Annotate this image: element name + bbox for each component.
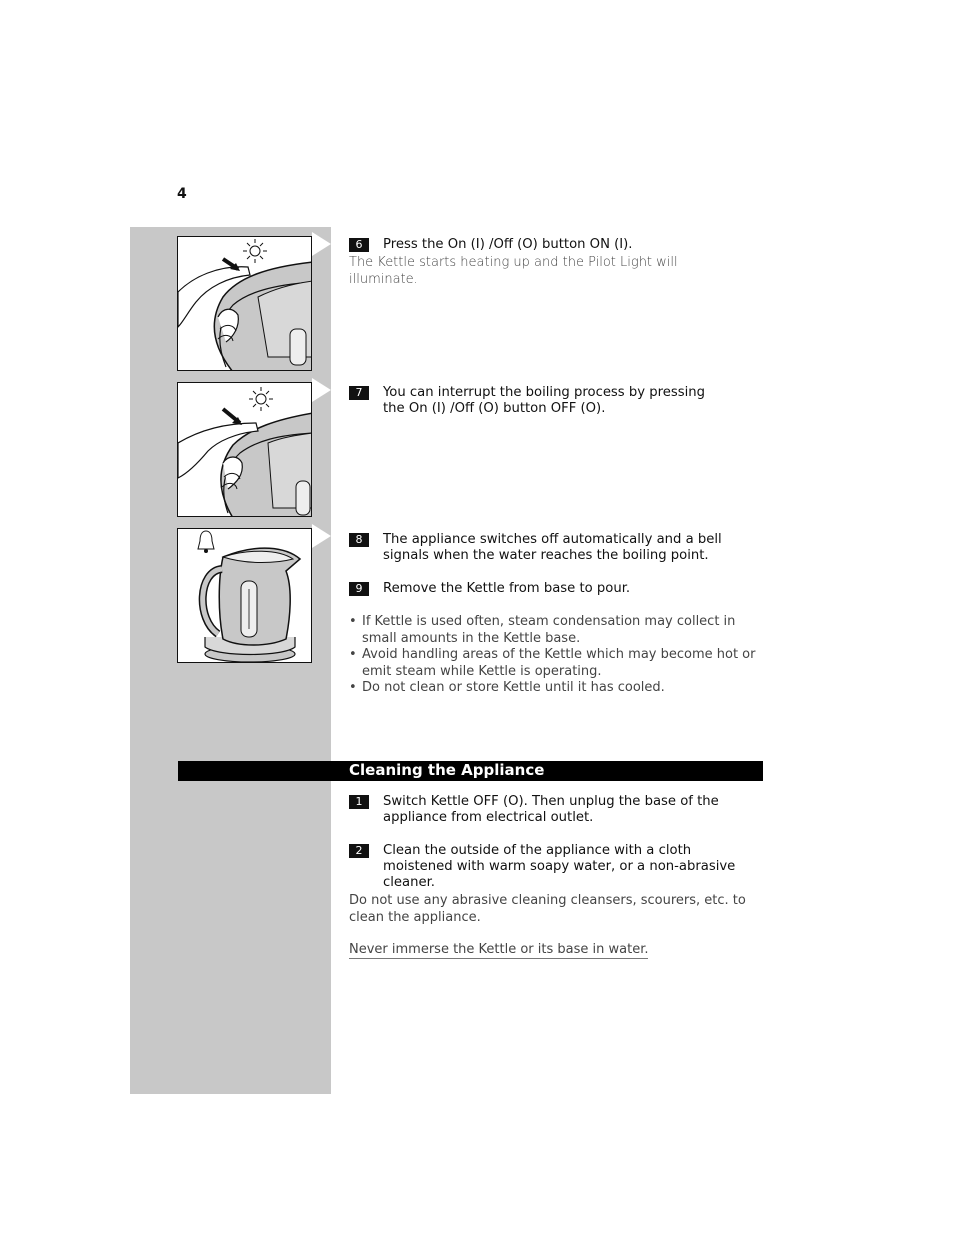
list-item: • If Kettle is used often, steam condensation may collect in small amounts in the Kettle base.	[349, 614, 759, 647]
notes-list	[349, 614, 759, 697]
step-number: 8	[349, 533, 369, 547]
step-8	[349, 532, 749, 564]
step-text: Press the On (I) /Off (O) button ON (I).	[383, 237, 633, 252]
step-text: Clean the outside of the appliance with a cloth moistened with warm soapy water, or a non-abrasive cleaner.	[383, 843, 736, 890]
list-item: • Avoid handling areas of the Kettle which may become hot or emit steam while Kettle is operating.	[349, 647, 759, 680]
cleaning-step-2	[349, 843, 749, 891]
step-number: 1	[349, 795, 369, 809]
illustration-pointer	[312, 378, 331, 402]
step-6-description: The Kettle starts heating up and the Pilot Light will illuminate.	[349, 255, 678, 287]
cleaning-warning: Never immerse the Kettle or its base in water.	[349, 942, 649, 957]
step-number: 9	[349, 582, 369, 596]
cleaning-step-1	[349, 794, 759, 826]
list-item: • Do not clean or store Kettle until it has cooled.	[349, 680, 759, 697]
step-9	[349, 581, 749, 597]
step-text: You can interrupt the boiling process by pressing the On (I) /Off (O) button OFF (O).	[383, 385, 705, 416]
section-title: Cleaning the Appliance	[349, 761, 545, 779]
step-6	[349, 237, 749, 253]
page-number: 4	[177, 186, 187, 202]
step-text: Switch Kettle OFF (O). Then unplug the base of the appliance from electrical outlet.	[383, 794, 719, 825]
illustration-pointer	[312, 524, 331, 548]
illustration-press-off	[177, 382, 312, 517]
step-text: Remove the Kettle from base to pour.	[383, 581, 631, 596]
step-number: 7	[349, 386, 369, 400]
illustration-pointer	[312, 232, 331, 256]
illustration-press-on	[177, 236, 312, 371]
step-7	[349, 385, 729, 417]
step-text: The appliance switches off automatically and a bell signals when the water reaches the boiling point.	[383, 532, 722, 563]
cleaning-note: Do not use any abrasive cleaning cleansers, scourers, etc. to clean the appliance.	[349, 893, 746, 925]
step-number: 2	[349, 844, 369, 858]
illustration-kettle-bell	[177, 528, 312, 663]
step-number: 6	[349, 238, 369, 252]
